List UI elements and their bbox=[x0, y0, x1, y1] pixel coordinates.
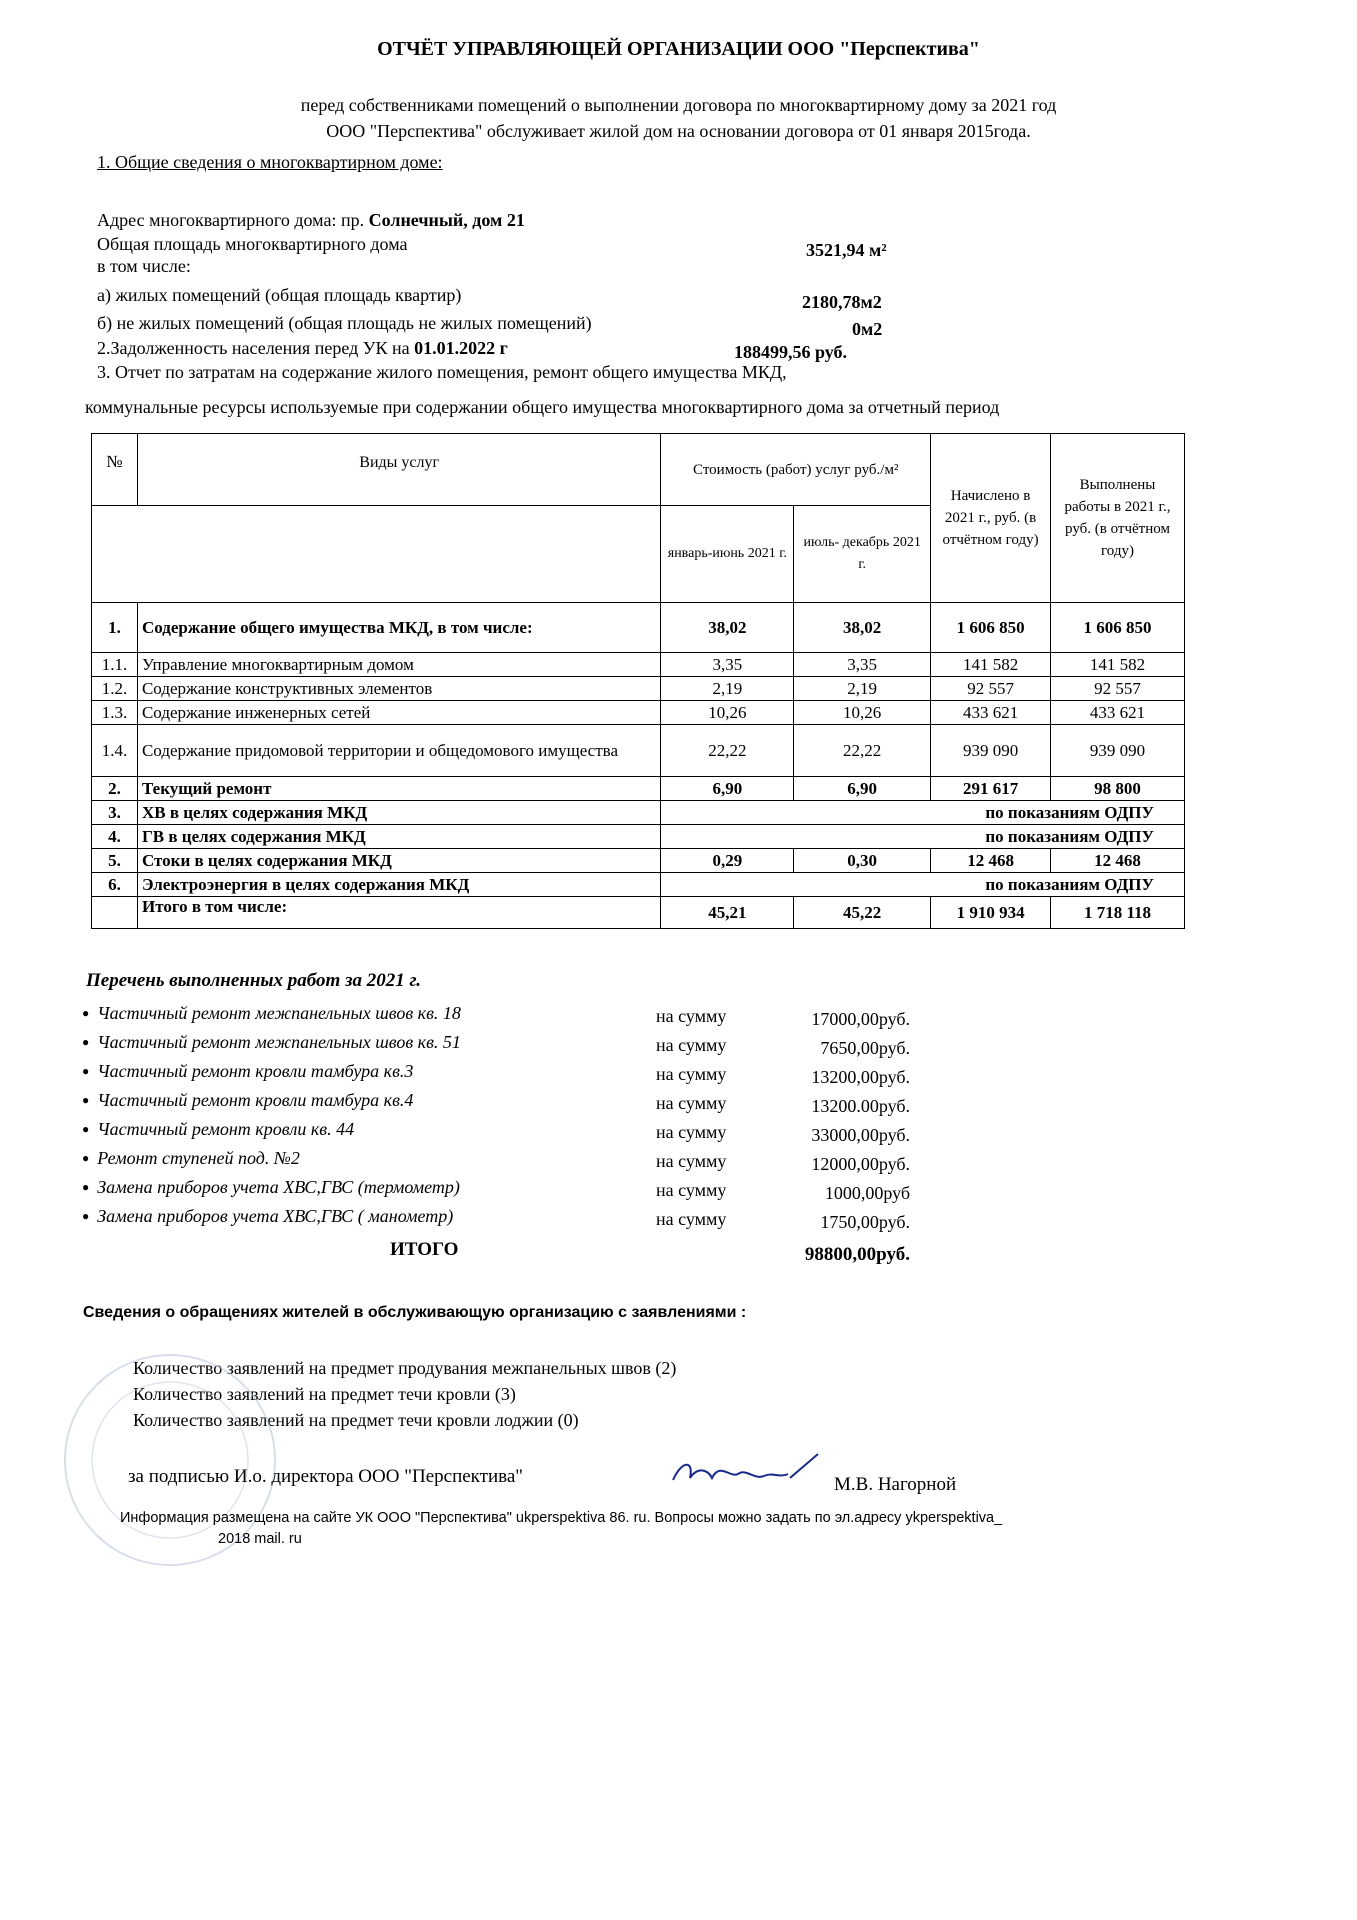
row-merged-note: по показаниям ОДПУ bbox=[661, 825, 1185, 849]
bullet-icon: ● bbox=[82, 1035, 90, 1049]
table-total-row bbox=[92, 897, 1185, 929]
row-cost-h2: 0,30 bbox=[794, 849, 931, 873]
table-header-row bbox=[92, 434, 1185, 506]
appeal-item: Количество заявлений на предмет течи кровли (3) bbox=[133, 1384, 516, 1404]
row-num: 1.4. bbox=[92, 725, 138, 777]
header-jan-jun: январь-июнь 2021 г. bbox=[661, 506, 794, 603]
row-num: 1.2. bbox=[92, 677, 138, 701]
debt-row bbox=[97, 338, 508, 359]
bullet-icon: ● bbox=[82, 1006, 90, 1020]
row-name: Содержание придомовой территории и общедомового имущества bbox=[137, 725, 660, 777]
row-done: 98 800 bbox=[1051, 777, 1185, 801]
row-cost-h1: 3,35 bbox=[661, 653, 794, 677]
work-sum: 7650,00руб. bbox=[820, 1038, 910, 1058]
row-num: 1. bbox=[92, 603, 138, 653]
debt-label: 2.Задолженность населения перед УК на bbox=[97, 338, 410, 358]
report-subtitle: перед собственниками помещений о выполнении договора по многоквартирному дому за 2021 год bbox=[300, 95, 1057, 115]
area-value: 3521,94 м² bbox=[806, 240, 887, 260]
work-sum: 17000,00руб. bbox=[811, 1009, 910, 1029]
list-item: ● Частичный ремонт кровли тамбура кв.4 bbox=[82, 1090, 414, 1110]
header-done: Выполнены работы в 2021 г., руб. (в отчётном году) bbox=[1051, 434, 1185, 603]
row-name: ГВ в целях содержания МКД bbox=[137, 825, 660, 849]
list-item: ● Частичный ремонт кровли кв. 44 bbox=[82, 1119, 355, 1139]
sum-label: на сумму bbox=[656, 1151, 727, 1171]
row-accrued: 92 557 bbox=[931, 677, 1051, 701]
row-num bbox=[92, 897, 138, 929]
header-num: № bbox=[92, 434, 138, 506]
row-cost-h2: 3,35 bbox=[794, 653, 931, 677]
bullet-icon: ● bbox=[82, 1064, 90, 1078]
works-total-label: ИТОГО bbox=[390, 1239, 459, 1260]
row-name: Управление многоквартирным домом bbox=[137, 653, 660, 677]
work-sum: 12000,00руб. bbox=[811, 1154, 910, 1174]
address-row bbox=[97, 210, 525, 231]
debt-date: 01.01.2022 г bbox=[414, 338, 508, 358]
row-cost-h1: 10,26 bbox=[661, 701, 794, 725]
row-done: 12 468 bbox=[1051, 849, 1185, 873]
row-done: 433 621 bbox=[1051, 701, 1185, 725]
header-cost: Стоимость (работ) услуг руб./м² bbox=[661, 434, 931, 506]
sum-label: на сумму bbox=[656, 1209, 727, 1229]
director-name: М.В. Нагорной bbox=[834, 1474, 957, 1495]
table-row bbox=[92, 701, 1185, 725]
work-sum: 33000,00руб. bbox=[811, 1125, 910, 1145]
row-num: 1.1. bbox=[92, 653, 138, 677]
row-cost-h1: 6,90 bbox=[661, 777, 794, 801]
row-cost-h2: 2,19 bbox=[794, 677, 931, 701]
row-done: 939 090 bbox=[1051, 725, 1185, 777]
row-name: Стоки в целях содержания МКД bbox=[137, 849, 660, 873]
living-area-value: 2180,78м2 bbox=[802, 292, 882, 312]
row-merged-note: по показаниям ОДПУ bbox=[661, 801, 1185, 825]
row-done: 1 606 850 bbox=[1051, 603, 1185, 653]
row-name: Итого в том числе: bbox=[137, 897, 660, 929]
table-row bbox=[92, 801, 1185, 825]
row-cost-h1: 2,19 bbox=[661, 677, 794, 701]
row-done: 92 557 bbox=[1051, 677, 1185, 701]
services-table bbox=[91, 433, 1185, 929]
list-item: ● Частичный ремонт межпанельных швов кв. 18 bbox=[82, 1003, 461, 1023]
nonliving-area-label: б) не жилых помещений (общая площадь не жилых помещений) bbox=[97, 313, 592, 333]
row-name: Содержание общего имущества МКД, в том числе: bbox=[137, 603, 660, 653]
row-cost-h2: 38,02 bbox=[794, 603, 931, 653]
row-accrued: 939 090 bbox=[931, 725, 1051, 777]
row-accrued: 291 617 bbox=[931, 777, 1051, 801]
row-accrued: 12 468 bbox=[931, 849, 1051, 873]
row-num: 3. bbox=[92, 801, 138, 825]
list-item: ● Ремонт ступеней под. №2 bbox=[82, 1148, 300, 1168]
work-sum: 1750,00руб. bbox=[820, 1212, 910, 1232]
row-cost-h1: 38,02 bbox=[661, 603, 794, 653]
table-row bbox=[92, 725, 1185, 777]
list-item: ● Замена приборов учета ХВС,ГВС ( манометр) bbox=[82, 1206, 454, 1226]
sum-label: на сумму bbox=[656, 1093, 727, 1113]
footer-info-line1: Информация размещена на сайте УК ООО "Перспектива" ukperspektiva 86. ru. Вопросы можно задать по эл.адресу ykperspektiva_ bbox=[120, 1510, 1003, 1526]
section3-line1: 3. Отчет по затратам на содержание жилого помещения, ремонт общего имущества МКД, bbox=[97, 362, 787, 382]
section-general-title: 1. Общие сведения о многоквартирном доме: bbox=[97, 152, 443, 172]
row-cost-h1: 45,21 bbox=[661, 897, 794, 929]
row-num: 1.3. bbox=[92, 701, 138, 725]
bullet-icon: ● bbox=[82, 1209, 90, 1223]
table-row bbox=[92, 677, 1185, 701]
bullet-icon: ● bbox=[82, 1180, 90, 1194]
table-row bbox=[92, 873, 1185, 897]
table-row bbox=[92, 825, 1185, 849]
address-label: Адрес многоквартирного дома: пр. bbox=[97, 210, 365, 230]
table-row bbox=[92, 849, 1185, 873]
bullet-icon: ● bbox=[82, 1093, 90, 1107]
row-cost-h2: 22,22 bbox=[794, 725, 931, 777]
list-item: ● Замена приборов учета ХВС,ГВС (термометр) bbox=[82, 1177, 460, 1197]
table-row bbox=[92, 603, 1185, 653]
row-cost-h2: 45,22 bbox=[794, 897, 931, 929]
row-name: Электроэнергия в целях содержания МКД bbox=[137, 873, 660, 897]
work-sum: 13200,00руб. bbox=[811, 1067, 910, 1087]
work-sum: 13200.00руб. bbox=[811, 1096, 910, 1116]
debt-value: 188499,56 руб. bbox=[734, 342, 848, 362]
including-label: в том числе: bbox=[97, 256, 191, 276]
row-name: ХВ в целях содержания МКД bbox=[137, 801, 660, 825]
row-merged-note: по показаниям ОДПУ bbox=[661, 873, 1185, 897]
works-title: Перечень выполненных работ за 2021 г. bbox=[86, 970, 421, 991]
row-accrued: 1 910 934 bbox=[931, 897, 1051, 929]
nonliving-area-value: 0м2 bbox=[852, 319, 883, 339]
report-contract-line: ООО "Перспектива" обслуживает жилой дом на основании договора от 01 января 2015года. bbox=[326, 121, 1031, 141]
row-accrued: 433 621 bbox=[931, 701, 1051, 725]
table-row bbox=[92, 653, 1185, 677]
address-value: Солнечный, дом 21 bbox=[368, 210, 525, 230]
row-name: Содержание инженерных сетей bbox=[137, 701, 660, 725]
row-name: Текущий ремонт bbox=[137, 777, 660, 801]
living-area-label: а) жилых помещений (общая площадь квартир) bbox=[97, 285, 462, 305]
sum-label: на сумму bbox=[656, 1122, 727, 1142]
appeal-item: Количество заявлений на предмет продувания межпанельных швов (2) bbox=[133, 1358, 677, 1378]
sum-label: на сумму bbox=[656, 1006, 727, 1026]
header-service: Виды услуг bbox=[137, 434, 660, 506]
area-label: Общая площадь многоквартирного дома bbox=[97, 234, 408, 254]
appeals-title: Сведения о обращениях жителей в обслуживающую организацию с заявлениями : bbox=[83, 1304, 747, 1321]
row-num: 4. bbox=[92, 825, 138, 849]
sum-label: на сумму bbox=[656, 1035, 727, 1055]
table-row bbox=[92, 777, 1185, 801]
row-num: 6. bbox=[92, 873, 138, 897]
sum-label: на сумму bbox=[656, 1180, 727, 1200]
row-cost-h1: 22,22 bbox=[661, 725, 794, 777]
bullet-icon: ● bbox=[82, 1151, 90, 1165]
work-sum: 1000,00руб bbox=[824, 1183, 910, 1203]
report-title: ОТЧЁТ УПРАВЛЯЮЩЕЙ ОРГАНИЗАЦИИ ООО "Перспектива" bbox=[377, 38, 980, 60]
row-cost-h1: 0,29 bbox=[661, 849, 794, 873]
footer-info-line2: 2018 mail. ru bbox=[218, 1531, 302, 1547]
works-total-value: 98800,00руб. bbox=[804, 1244, 910, 1265]
row-accrued: 141 582 bbox=[931, 653, 1051, 677]
row-cost-h2: 6,90 bbox=[794, 777, 931, 801]
row-num: 5. bbox=[92, 849, 138, 873]
header-accrued: Начислено в 2021 г., руб. (в отчётном году) bbox=[931, 434, 1051, 603]
list-item: ● Частичный ремонт кровли тамбура кв.3 bbox=[82, 1061, 414, 1081]
handwritten-signature bbox=[668, 1448, 828, 1494]
header-blank bbox=[92, 506, 661, 603]
bullet-icon: ● bbox=[82, 1122, 90, 1136]
sum-label: на сумму bbox=[656, 1064, 727, 1084]
row-cost-h2: 10,26 bbox=[794, 701, 931, 725]
appeal-item: Количество заявлений на предмет течи кровли лоджии (0) bbox=[133, 1410, 579, 1430]
row-done: 141 582 bbox=[1051, 653, 1185, 677]
row-accrued: 1 606 850 bbox=[931, 603, 1051, 653]
row-done: 1 718 118 bbox=[1051, 897, 1185, 929]
row-num: 2. bbox=[92, 777, 138, 801]
signature-label: за подписью И.о. директора ООО "Перспектива" bbox=[128, 1466, 524, 1487]
row-name: Содержание конструктивных элементов bbox=[137, 677, 660, 701]
header-jul-dec: июль- декабрь 2021 г. bbox=[794, 506, 931, 603]
section3-line2: коммунальные ресурсы используемые при содержании общего имущества многоквартирного дома за отчетный период bbox=[85, 397, 1000, 417]
list-item: ● Частичный ремонт межпанельных швов кв. 51 bbox=[82, 1032, 461, 1052]
